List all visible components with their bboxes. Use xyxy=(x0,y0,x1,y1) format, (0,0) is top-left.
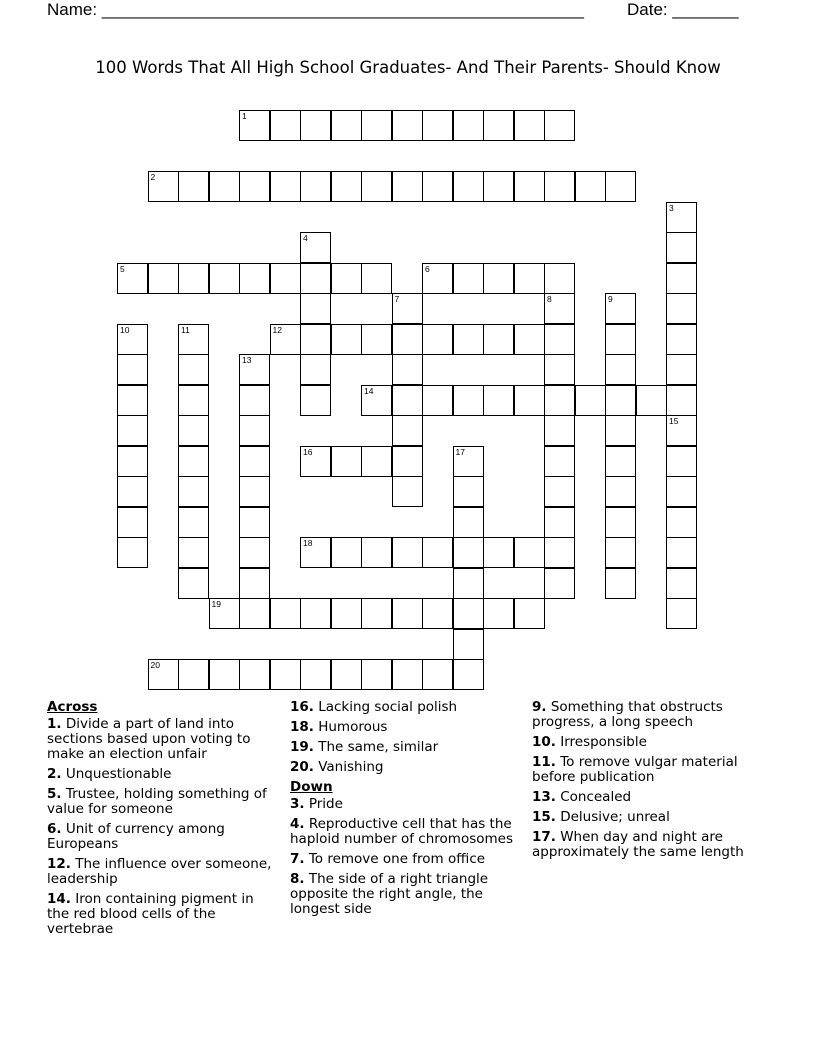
grid-cell[interactable] xyxy=(483,171,514,202)
clues-column-3 xyxy=(532,700,772,865)
grid-cell[interactable] xyxy=(605,446,636,477)
grid-cell[interactable] xyxy=(514,171,545,202)
grid-cell[interactable] xyxy=(178,476,209,507)
clue-number: 15 xyxy=(669,416,679,426)
grid-cell[interactable] xyxy=(148,263,179,294)
clue-down-15: 15. Delusive; unreal xyxy=(532,809,670,825)
grid-cell[interactable] xyxy=(544,476,575,507)
clue-across-16: 16. Lacking social polish xyxy=(290,699,458,715)
clue-down-8: 8. The side of a right triangle opposite the right angle, the longest side xyxy=(290,871,489,917)
grid-cell[interactable] xyxy=(392,385,423,416)
grid-cell[interactable] xyxy=(361,446,392,477)
clue-number: 4 xyxy=(303,233,308,243)
grid-cell[interactable] xyxy=(331,110,362,141)
date-blank[interactable]: _______ xyxy=(672,0,739,19)
grid-cell[interactable] xyxy=(605,507,636,538)
grid-cell[interactable] xyxy=(239,263,270,294)
grid-cell[interactable] xyxy=(422,598,453,629)
grid-cell[interactable] xyxy=(331,659,362,690)
grid-cell[interactable] xyxy=(605,324,636,355)
grid-cell[interactable] xyxy=(300,446,331,477)
grid-cell[interactable] xyxy=(453,476,484,507)
grid-cell[interactable] xyxy=(422,110,453,141)
grid-cell[interactable] xyxy=(178,507,209,538)
clue-number: 17 xyxy=(455,446,465,457)
clue-down-7: 7. To remove one from office xyxy=(290,851,486,867)
clue-across-18: 18. Humorous xyxy=(290,719,388,735)
grid-cell[interactable] xyxy=(422,263,453,294)
grid-cell[interactable] xyxy=(483,385,514,416)
grid-cell[interactable] xyxy=(666,446,697,477)
grid-cell[interactable] xyxy=(300,598,331,629)
grid-cell[interactable] xyxy=(544,324,575,355)
grid-cell[interactable] xyxy=(300,110,331,141)
grid-cell[interactable] xyxy=(666,232,697,263)
clue-across-12: 12. The influence over someone, leadership xyxy=(47,856,272,887)
clue-number: 10 xyxy=(120,324,130,335)
clue-number: 19 xyxy=(211,599,221,609)
grid-cell[interactable] xyxy=(117,415,148,446)
grid-cell[interactable] xyxy=(361,171,392,202)
grid-cell[interactable] xyxy=(117,385,148,416)
grid-cell[interactable] xyxy=(392,598,423,629)
grid-cell[interactable] xyxy=(361,659,392,690)
clue-number: 20 xyxy=(150,660,160,670)
grid-cell[interactable] xyxy=(422,385,453,416)
grid-cell[interactable] xyxy=(666,507,697,538)
clue-down-13: 13. Concealed xyxy=(532,789,632,805)
grid-cell[interactable] xyxy=(178,446,209,477)
grid-cell[interactable] xyxy=(392,110,423,141)
across-heading: Across xyxy=(47,699,98,715)
date-label: Date: xyxy=(627,0,668,19)
grid-cell[interactable] xyxy=(392,537,423,568)
grid-cell[interactable] xyxy=(300,385,331,416)
grid-cell[interactable] xyxy=(331,171,362,202)
clue-number: 7 xyxy=(394,294,400,304)
grid-cell[interactable] xyxy=(666,415,697,446)
grid-cell[interactable] xyxy=(544,385,575,416)
clues-column-1 xyxy=(47,700,277,942)
grid-cell[interactable] xyxy=(209,171,240,202)
grid-cell[interactable] xyxy=(178,385,209,416)
grid-cell[interactable] xyxy=(544,293,575,324)
clue-number: 18 xyxy=(303,538,313,548)
grid-cell[interactable] xyxy=(453,385,484,416)
grid-cell[interactable] xyxy=(331,598,362,629)
grid-cell[interactable] xyxy=(361,385,392,416)
grid-cell[interactable] xyxy=(392,446,423,477)
clue-number: 12 xyxy=(272,324,282,335)
name-blank[interactable]: ___________________________________________________ xyxy=(101,0,584,19)
grid-cell[interactable] xyxy=(361,537,392,568)
clue-number: 5 xyxy=(120,263,125,274)
grid-cell[interactable] xyxy=(666,385,697,416)
grid-cell[interactable] xyxy=(178,354,209,385)
grid-cell[interactable] xyxy=(239,568,270,599)
clue-across-19: 19. The same, similar xyxy=(290,739,439,755)
grid-cell[interactable] xyxy=(392,324,423,355)
grid-cell[interactable] xyxy=(422,537,453,568)
grid-cell[interactable] xyxy=(605,537,636,568)
grid-cell[interactable] xyxy=(666,263,697,294)
grid-cell[interactable] xyxy=(148,659,179,690)
grid-cell[interactable] xyxy=(300,263,331,294)
grid-cell[interactable] xyxy=(331,324,362,355)
grid-cell[interactable] xyxy=(453,659,484,690)
clue-number: 1 xyxy=(242,111,247,121)
grid-cell[interactable] xyxy=(666,202,697,233)
grid-cell[interactable] xyxy=(605,476,636,507)
grid-cell[interactable] xyxy=(270,263,301,294)
grid-cell[interactable] xyxy=(666,324,697,355)
grid-cell[interactable] xyxy=(178,568,209,599)
grid-cell[interactable] xyxy=(178,659,209,690)
grid-cell[interactable] xyxy=(544,110,575,141)
grid-cell[interactable] xyxy=(239,598,270,629)
grid-cell[interactable] xyxy=(117,354,148,385)
grid-cell[interactable] xyxy=(453,568,484,599)
grid-cell[interactable] xyxy=(544,537,575,568)
grid-cell[interactable] xyxy=(239,171,270,202)
grid-cell[interactable] xyxy=(514,537,545,568)
grid-cell[interactable] xyxy=(270,324,301,355)
grid-cell[interactable] xyxy=(544,354,575,385)
clue-number: 6 xyxy=(425,263,430,274)
grid-cell[interactable] xyxy=(666,476,697,507)
grid-cell[interactable] xyxy=(483,324,514,355)
grid-cell[interactable] xyxy=(605,415,636,446)
grid-cell[interactable] xyxy=(239,659,270,690)
grid-cell[interactable] xyxy=(453,446,484,477)
clue-number: 14 xyxy=(364,385,374,396)
grid-cell[interactable] xyxy=(605,171,636,202)
grid-cell[interactable] xyxy=(178,537,209,568)
grid-cell[interactable] xyxy=(178,263,209,294)
grid-cell[interactable] xyxy=(514,385,545,416)
grid-cell[interactable] xyxy=(239,110,270,141)
clue-down-4: 4. Reproductive cell that has the haploid number of chromosomes xyxy=(290,816,513,847)
grid-cell[interactable] xyxy=(117,507,148,538)
clue-down-17: 17. When day and night are approximately the same length xyxy=(532,829,744,860)
grid-cell[interactable] xyxy=(483,110,514,141)
clue-number: 2 xyxy=(150,172,156,182)
clue-number: 16 xyxy=(303,446,313,457)
grid-cell[interactable] xyxy=(636,385,667,416)
clue-across-20: 20. Vanishing xyxy=(290,759,384,775)
grid-cell[interactable] xyxy=(605,568,636,599)
grid-cell[interactable] xyxy=(575,171,606,202)
grid-cell[interactable] xyxy=(422,171,453,202)
grid-cell[interactable] xyxy=(666,537,697,568)
grid-cell[interactable] xyxy=(544,507,575,538)
grid-cell[interactable] xyxy=(422,324,453,355)
clue-number: 3 xyxy=(669,202,674,213)
grid-cell[interactable] xyxy=(148,171,179,202)
grid-cell[interactable] xyxy=(605,354,636,385)
grid-cell[interactable] xyxy=(361,324,392,355)
grid-cell[interactable] xyxy=(544,446,575,477)
grid-cell[interactable] xyxy=(392,415,423,446)
grid-cell[interactable] xyxy=(544,415,575,446)
grid-cell[interactable] xyxy=(514,263,545,294)
name-label: Name: xyxy=(47,0,98,19)
grid-cell[interactable] xyxy=(392,171,423,202)
grid-cell[interactable] xyxy=(117,324,148,355)
grid-cell[interactable] xyxy=(239,476,270,507)
clue-across-14: 14. Iron containing pigment in the red blood cells of the vertebrae xyxy=(47,891,254,937)
grid-cell[interactable] xyxy=(331,537,362,568)
grid-cell[interactable] xyxy=(209,598,240,629)
grid-cell[interactable] xyxy=(483,537,514,568)
grid-cell[interactable] xyxy=(117,476,148,507)
grid-cell[interactable] xyxy=(178,171,209,202)
grid-cell[interactable] xyxy=(300,324,331,355)
grid-cell[interactable] xyxy=(270,659,301,690)
grid-cell[interactable] xyxy=(361,263,392,294)
grid-cell[interactable] xyxy=(544,263,575,294)
grid-cell[interactable] xyxy=(239,354,270,385)
grid-cell[interactable] xyxy=(453,110,484,141)
clue-down-3: 3. Pride xyxy=(290,796,343,812)
grid-cell[interactable] xyxy=(392,354,423,385)
grid-cell[interactable] xyxy=(270,110,301,141)
grid-cell[interactable] xyxy=(666,354,697,385)
grid-cell[interactable] xyxy=(300,293,331,324)
grid-cell[interactable] xyxy=(453,263,484,294)
grid-cell[interactable] xyxy=(300,537,331,568)
clue-number: 13 xyxy=(242,355,252,365)
grid-cell[interactable] xyxy=(453,598,484,629)
grid-cell[interactable] xyxy=(453,507,484,538)
grid-cell[interactable] xyxy=(666,568,697,599)
clue-down-11: 11. To remove vulgar material before publication xyxy=(532,754,738,785)
grid-cell[interactable] xyxy=(514,324,545,355)
grid-cell[interactable] xyxy=(300,171,331,202)
grid-cell[interactable] xyxy=(117,537,148,568)
grid-cell[interactable] xyxy=(544,568,575,599)
grid-cell[interactable] xyxy=(331,446,362,477)
grid-cell[interactable] xyxy=(209,263,240,294)
clues-column-2 xyxy=(290,700,520,922)
grid-cell[interactable] xyxy=(300,232,331,263)
grid-cell[interactable] xyxy=(666,598,697,629)
grid-cell[interactable] xyxy=(178,415,209,446)
grid-cell[interactable] xyxy=(575,385,606,416)
grid-cell[interactable] xyxy=(605,385,636,416)
grid-cell[interactable] xyxy=(209,659,240,690)
grid-cell[interactable] xyxy=(422,659,453,690)
page-title: 100 Words That All High School Graduates- And Their Parents- Should Know xyxy=(95,58,721,77)
grid-cell[interactable] xyxy=(453,537,484,568)
clue-number: 8 xyxy=(547,294,552,304)
clue-across-6: 6. Unit of currency among Europeans xyxy=(47,821,225,852)
grid-cell[interactable] xyxy=(392,476,423,507)
clue-across-2: 2. Unquestionable xyxy=(47,766,172,782)
clue-across-5: 5. Trustee, holding something of value for someone xyxy=(47,786,267,817)
grid-cell[interactable] xyxy=(453,629,484,660)
clue-number: 11 xyxy=(181,324,190,335)
clue-number: 9 xyxy=(608,294,613,304)
clue-across-1: 1. Divide a part of land into sections based upon voting to make an election unfair xyxy=(47,716,251,762)
grid-cell[interactable] xyxy=(361,598,392,629)
grid-cell[interactable] xyxy=(514,110,545,141)
grid-cell[interactable] xyxy=(239,415,270,446)
grid-cell[interactable] xyxy=(605,293,636,324)
down-heading: Down xyxy=(290,779,333,795)
grid-cell[interactable] xyxy=(270,598,301,629)
grid-cell[interactable] xyxy=(392,659,423,690)
grid-cell[interactable] xyxy=(300,354,331,385)
grid-cell[interactable] xyxy=(483,263,514,294)
grid-cell[interactable] xyxy=(483,598,514,629)
grid-cell[interactable] xyxy=(300,659,331,690)
grid-cell[interactable] xyxy=(666,293,697,324)
grid-cell[interactable] xyxy=(178,324,209,355)
grid-cell[interactable] xyxy=(239,446,270,477)
grid-cell[interactable] xyxy=(544,171,575,202)
grid-cell[interactable] xyxy=(270,171,301,202)
grid-cell[interactable] xyxy=(453,324,484,355)
grid-cell[interactable] xyxy=(514,598,545,629)
grid-cell[interactable] xyxy=(392,293,423,324)
grid-cell[interactable] xyxy=(117,263,148,294)
grid-cell[interactable] xyxy=(117,446,148,477)
grid-cell[interactable] xyxy=(453,171,484,202)
clue-down-10: 10. Irresponsible xyxy=(532,734,647,750)
grid-cell[interactable] xyxy=(331,263,362,294)
clue-down-9: 9. Something that obstructs progress, a long speech xyxy=(532,699,723,730)
grid-cell[interactable] xyxy=(239,537,270,568)
grid-cell[interactable] xyxy=(239,507,270,538)
grid-cell[interactable] xyxy=(239,385,270,416)
grid-cell[interactable] xyxy=(361,110,392,141)
